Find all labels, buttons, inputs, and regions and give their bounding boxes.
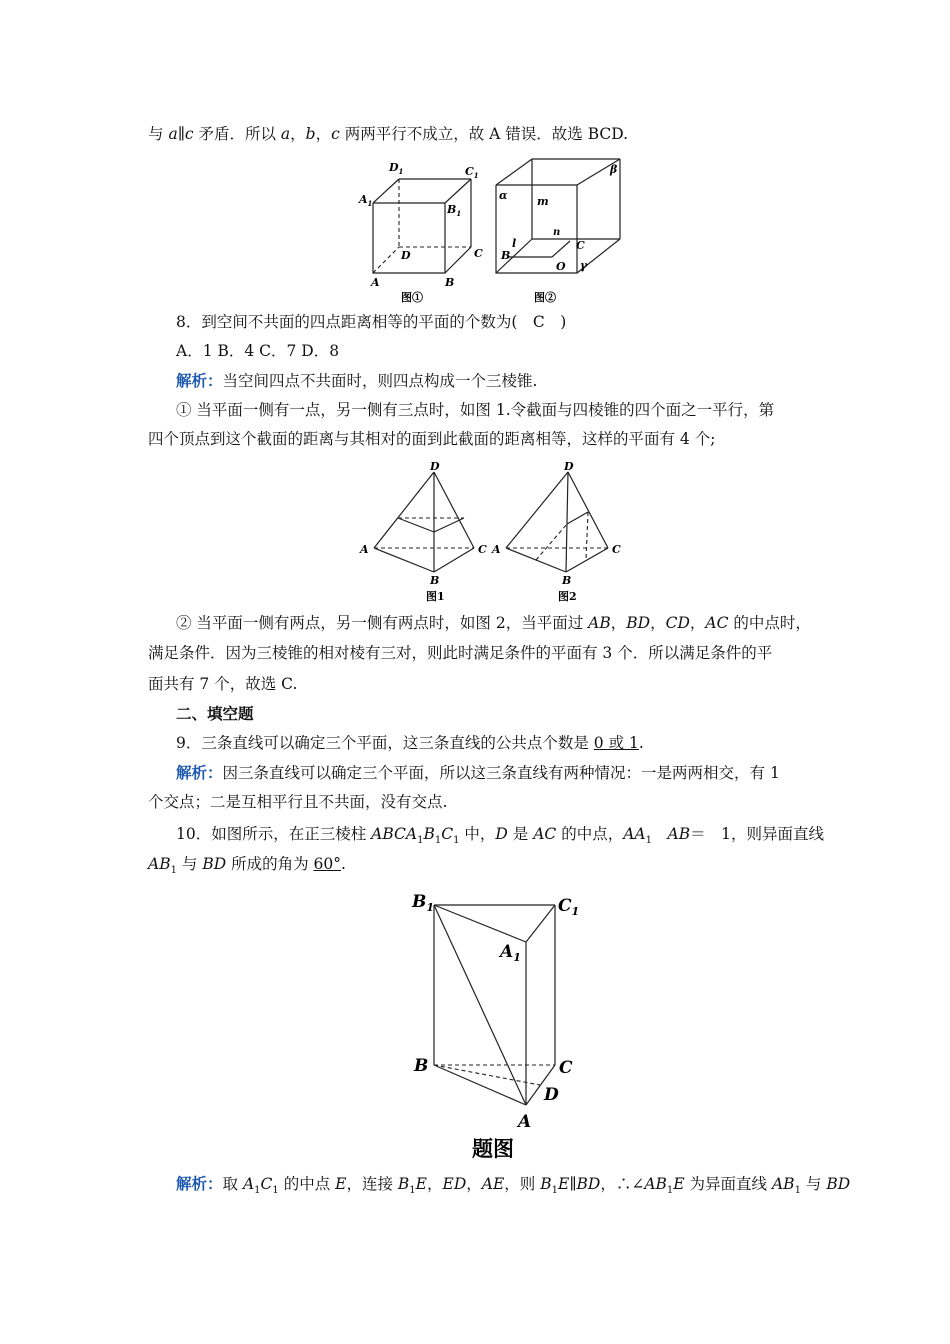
question-8-case2-line2: 满足条件．因为三棱锥的相对棱有三对，则此时满足条件的平面有 3 个．所以满足条件的平 bbox=[148, 644, 773, 662]
caption-fig2: 图② bbox=[534, 291, 556, 304]
label-a1: $A_1$ bbox=[359, 193, 373, 208]
caption-fig3-1: 图1 bbox=[426, 590, 445, 603]
label-d-prism: D bbox=[544, 1085, 559, 1105]
label-b: B bbox=[445, 276, 455, 289]
question-8-case1-line1: ① 当平面一侧有一点，另一侧有三点时，如图 1.令截面与四棱锥的四个面之一平行，第 bbox=[176, 401, 775, 419]
caption-fig1: 图① bbox=[401, 291, 423, 304]
label-b-fig2: B bbox=[501, 249, 511, 262]
caption-fig4: 题图 bbox=[472, 1136, 514, 1161]
question-9-analysis-line2: 个交点；二是互相平行且不共面，没有交点. bbox=[148, 793, 448, 811]
label-c-left: C bbox=[478, 543, 487, 556]
question-10-line1: 10．如图所示，在正三棱柱 $ABCA_1B_1C_1$ 中，D 是 AC 的中点，$AA_1$ AB＝ 1，则异面直线 bbox=[176, 825, 824, 847]
question-9-analysis-line1: 解析：因三条直线可以确定三个平面，所以这三条直线有两种情况：一是两两相交，有 1 bbox=[176, 763, 780, 782]
label-a1-prism: $A_1$ bbox=[500, 942, 521, 964]
label-a-left: A bbox=[360, 543, 369, 556]
question-8-case2-line1: ② 当平面一侧有两点，另一侧有两点时，如图 2，当平面过 AB，BD，CD，AC 的中点时， bbox=[176, 614, 811, 632]
question-10-line2: $AB_1$ 与 BD 所成的角为 60°. bbox=[148, 855, 346, 877]
label-d1: $D_1$ bbox=[389, 161, 404, 176]
label-b1-prism: $B_1$ bbox=[412, 892, 435, 914]
label-b-prism: B bbox=[414, 1056, 429, 1076]
label-b1: $B_1$ bbox=[447, 203, 462, 218]
label-a: A bbox=[371, 276, 380, 289]
figure-planes bbox=[492, 155, 627, 305]
paragraph-conclusion: 与 a∥c 矛盾．所以 a，b，c 两两平行不成立，故 A 错误．故选 BCD. bbox=[148, 125, 629, 143]
label-o: O bbox=[556, 260, 566, 273]
label-a-right: A bbox=[492, 543, 501, 556]
question-8-analysis: 解析：当空间四点不共面时，则四点构成一个三棱锥. bbox=[176, 371, 538, 390]
question-8-options: A．1 B．4 C．7 D．8 bbox=[176, 342, 340, 360]
label-n: n bbox=[553, 227, 561, 238]
label-c1: $C_1$ bbox=[465, 165, 479, 180]
label-d-left: D bbox=[430, 460, 440, 473]
label-d: D bbox=[401, 249, 411, 262]
label-b-right: B bbox=[562, 574, 572, 587]
label-c-prism: C bbox=[559, 1058, 573, 1078]
label-gamma: γ bbox=[580, 259, 588, 272]
label-c-right: C bbox=[612, 543, 621, 556]
figure-prism bbox=[400, 885, 600, 1165]
label-c1-prism: $C_1$ bbox=[558, 896, 580, 918]
question-8: 8．到空间不共面的四点距离相等的平面的个数为( C ) bbox=[176, 313, 567, 331]
section-title-fill-in: 二、填空题 bbox=[176, 704, 254, 723]
label-beta: β bbox=[610, 163, 618, 176]
question-8-case2-line3: 面共有 7 个，故选 C. bbox=[148, 675, 298, 693]
label-c: C bbox=[474, 247, 483, 260]
label-m: m bbox=[537, 195, 549, 208]
label-a-prism: A bbox=[518, 1112, 532, 1132]
question-8-case1-line2: 四个顶点到这个截面的距离与其相对的面到此截面的距离相等，这样的平面有 4 个; bbox=[148, 430, 716, 448]
label-c-fig2: C bbox=[576, 239, 585, 252]
caption-fig3-2: 图2 bbox=[558, 590, 577, 603]
figure-tetrahedra bbox=[358, 460, 638, 608]
label-alpha: α bbox=[499, 189, 508, 202]
label-d-right: D bbox=[564, 460, 574, 473]
question-9: 9．三条直线可以确定三个平面，这三条直线的公共点个数是 0 或 1. bbox=[176, 734, 644, 752]
label-b-left: B bbox=[430, 574, 440, 587]
question-10-analysis: 解析：取 $A_1C_1$ 的中点 E，连接 $B_1E$，ED，AE，则 $B_1E\parallel BD$，$\therefore\angle AB_1E$ 为异面直线 $AB_1$ 与 BD bbox=[176, 1174, 851, 1197]
figure-cube bbox=[355, 155, 490, 305]
label-l: l bbox=[512, 237, 517, 250]
